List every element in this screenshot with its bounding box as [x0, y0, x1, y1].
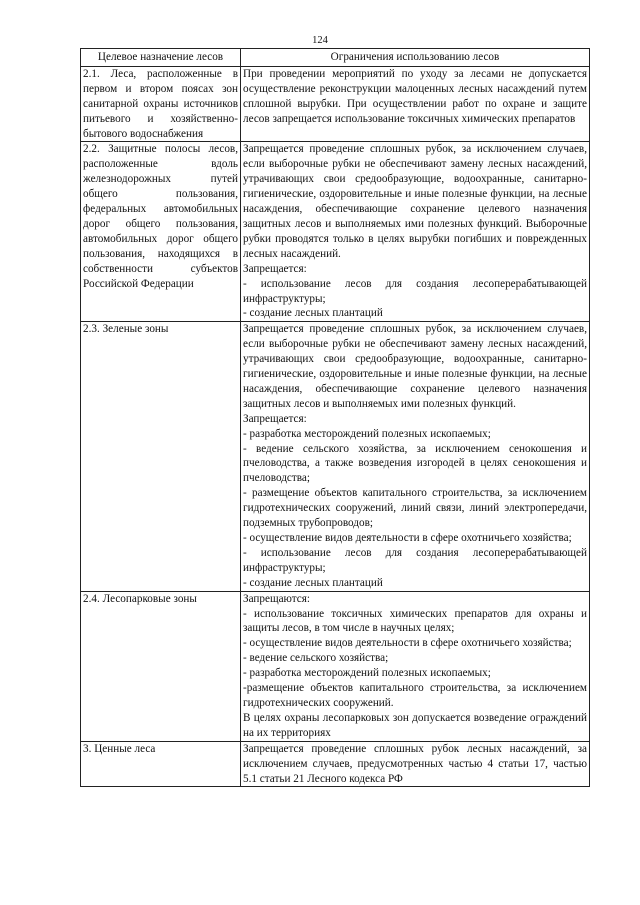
restriction-line: - использование токсичных химических препаратов для охраны и защиты лесов, в том числе в научных целях;	[243, 607, 587, 635]
restriction-line: - разработка месторождений полезных ископаемых;	[243, 667, 491, 680]
restriction-line: Запрещается:	[243, 412, 307, 425]
table-row	[81, 66, 590, 142]
restrictions-cell	[241, 741, 590, 787]
restriction-line: Запрещаются:	[243, 592, 311, 605]
restriction-line: - ведение сельского хозяйства;	[243, 652, 389, 665]
header-purpose: Целевое назначение лесов	[81, 49, 241, 67]
restrictions-cell	[241, 591, 590, 741]
table-row	[81, 741, 590, 787]
restriction-line: - осуществление видов деятельности в сфере охотничьего хозяйства;	[243, 532, 572, 544]
restriction-line: Запрещается проведение сплошных рубок, за исключением случаев, если выборочные рубки не обеспечивают замену лесных насаждений, утрачивающих свои средообразующие, водоохранные, санитарно-гигиенические, оздоровительные и иные полезные функции, на лесные насаждения, обеспечивающие сохранение целевого назначения защитных лесов и выполняемых ими полезных функций. Выборочные рубки проводятся только в целях вырубки погибших и поврежденных лесных насаждений.	[243, 143, 587, 260]
restriction-line: Запрещается проведение сплошных рубок лесных насаждений, за исключением случаев, предусмотренных частью 4 статьи 17, частью 5.1 статьи 21 Лесного кодекса РФ	[243, 742, 587, 785]
header-restrictions: Ограничения использованию лесов	[241, 49, 590, 67]
restriction-line: При проведении мероприятий по уходу за лесами не допускается осуществление реконструкции малоценных лесных насаждений путем сплошной вырубки. При осуществлении работ по охране и защите лесов запрещается использование токсичных химических препаратов	[243, 67, 587, 125]
restriction-line: Запрещается:	[243, 262, 307, 275]
restriction-line: - создание лесных плантаций	[243, 307, 383, 320]
purpose-cell: 3. Ценные леса	[81, 741, 241, 787]
restriction-line: - использование лесов для создания лесоперерабатывающей инфраструктуры;	[243, 277, 587, 305]
table-row	[81, 142, 590, 322]
table-header-row	[81, 49, 590, 67]
restriction-line: - использование лесов для создания лесоперерабатывающей инфраструктуры;	[243, 546, 587, 574]
purpose-cell: 2.3. Зеленые зоны	[81, 322, 241, 591]
purpose-cell: 2.1. Леса, расположенные в первом и втором поясах зон санитарной охраны источников питьевого и хозяйственно-бытового водоснабжения	[81, 66, 241, 142]
forest-restrictions-table	[80, 48, 590, 787]
restriction-line: - осуществление видов деятельности в сфере охотничьего хозяйства;	[243, 637, 572, 650]
restriction-line: - размещение объектов капитального строительства, за исключением гидротехнических сооружений, линий связи, линий электропередачи, подземных трубопроводов;	[243, 487, 587, 530]
restriction-line: В целях охраны лесопарковых зон допускается возведение ограждений на их территориях	[243, 711, 587, 739]
table-row	[81, 322, 590, 591]
restriction-line: - разработка месторождений полезных ископаемых;	[243, 427, 491, 440]
restriction-line: - создание лесных плантаций	[243, 576, 383, 589]
restrictions-cell	[241, 322, 590, 591]
page-number: 124	[312, 35, 328, 46]
purpose-cell: 2.2. Защитные полосы лесов, расположенные вдоль железнодорожных путей общего пользования, федеральных автомобильных дорог общего пользования, автомобильных дорог общего пользования, находящихся в собственности субъектов Российской Федерации	[81, 142, 241, 322]
purpose-cell: 2.4. Лесопарковые зоны	[81, 591, 241, 741]
restriction-line: -размещение объектов капитального строительства, за исключением гидротехнических сооружений.	[243, 682, 587, 709]
table-row	[81, 591, 590, 741]
restrictions-cell	[241, 142, 590, 322]
restriction-line: Запрещается проведение сплошных рубок, за исключением случаев, если выборочные рубки не обеспечивают замену лесных насаждений, утрачивающих свои средообразующие, водоохранные, санитарно-гигиенические, оздоровительные и иные полезные функции, на лесные насаждения, обеспечивающие сохранение целевого назначения защитных лесов и выполняемых ими полезных функций.	[243, 323, 587, 410]
restrictions-cell	[241, 66, 590, 142]
restriction-line: - ведение сельского хозяйства, за исключением сенокошения и пчеловодства, а также возведения изгородей в целях сенокошения и пчеловодства;	[243, 442, 587, 485]
